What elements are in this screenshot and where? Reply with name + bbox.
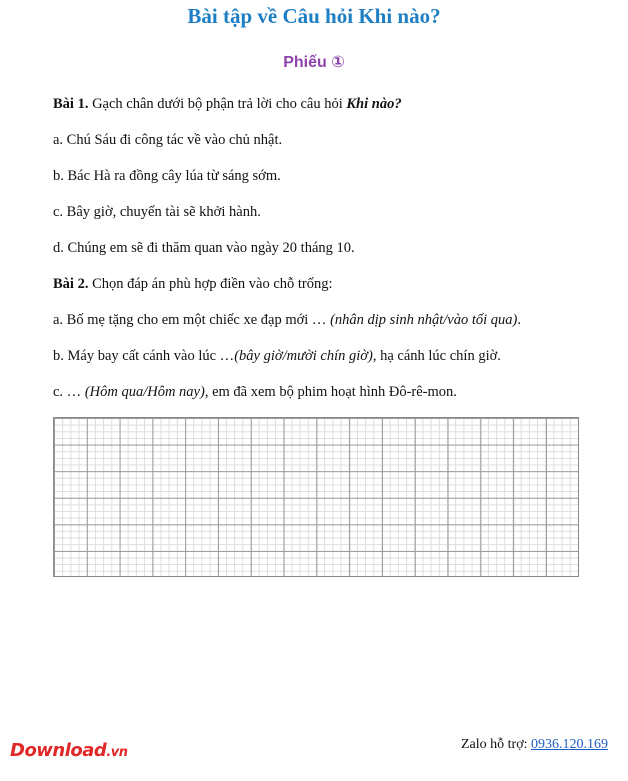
exercise-2-item-a: [53, 312, 521, 329]
exercise-1-item-b: b. Bác Hà ra đồng cây lúa từ sáng sớm.: [53, 168, 281, 184]
item-b-text: b. Máy bay cất cánh vào lúc …: [53, 348, 235, 364]
item-c-text: c. …: [53, 384, 85, 400]
logo-tld: .vn: [106, 745, 128, 760]
exercise-2-heading: [53, 276, 333, 293]
item-a-option: (nhân dịp sinh nhật/vào tối qua): [330, 312, 518, 328]
item-a-text: a. Bố mẹ tặng cho em một chiếc xe đạp mới …: [53, 312, 331, 328]
support-phone-link[interactable]: 0936.120.169: [531, 737, 608, 752]
exercise-1-label: Bài 1.: [53, 96, 89, 112]
exercise-2-item-b: [53, 348, 501, 365]
support-contact: [461, 737, 608, 753]
worksheet-subtitle: Phiếu ①: [283, 54, 345, 71]
exercise-2-label: Bài 2.: [53, 276, 89, 292]
exercise-1-keyword: Khi nào?: [346, 96, 402, 112]
page-title: Bài tập về Câu hỏi Khi nào?: [187, 4, 441, 28]
exercise-1-item-a: a. Chú Sáu đi công tác về vào chủ nhật.: [53, 132, 283, 148]
exercise-1-item-c: c. Bây giờ, chuyến tài sẽ khởi hành.: [53, 204, 261, 220]
item-c-option: (Hôm qua/Hôm nay): [84, 384, 205, 400]
item-b-option: (bây giờ/mười chín giờ): [234, 348, 373, 364]
logo-main: Download: [10, 740, 107, 761]
exercise-2-prompt: Chọn đáp án phù hợp điền vào chỗ trống:: [88, 276, 333, 292]
item-b-end: , hạ cánh lúc chín giờ.: [372, 348, 501, 364]
support-label: Zalo hỗ trợ:: [461, 737, 531, 752]
exercise-2-item-c: [53, 384, 457, 401]
download-logo: [10, 740, 128, 761]
handwriting-grid: [53, 417, 579, 577]
item-a-end: .: [517, 312, 521, 328]
exercise-1-prompt: Gạch chân dưới bộ phận trả lời cho câu hỏi: [88, 96, 347, 112]
exercise-1-heading: [53, 96, 402, 113]
exercise-1-item-d: d. Chúng em sẽ đi thăm quan vào ngày 20 tháng 10.: [53, 240, 355, 256]
item-c-end: , em đã xem bộ phim hoạt hình Đô-rê-mon.: [204, 384, 457, 400]
